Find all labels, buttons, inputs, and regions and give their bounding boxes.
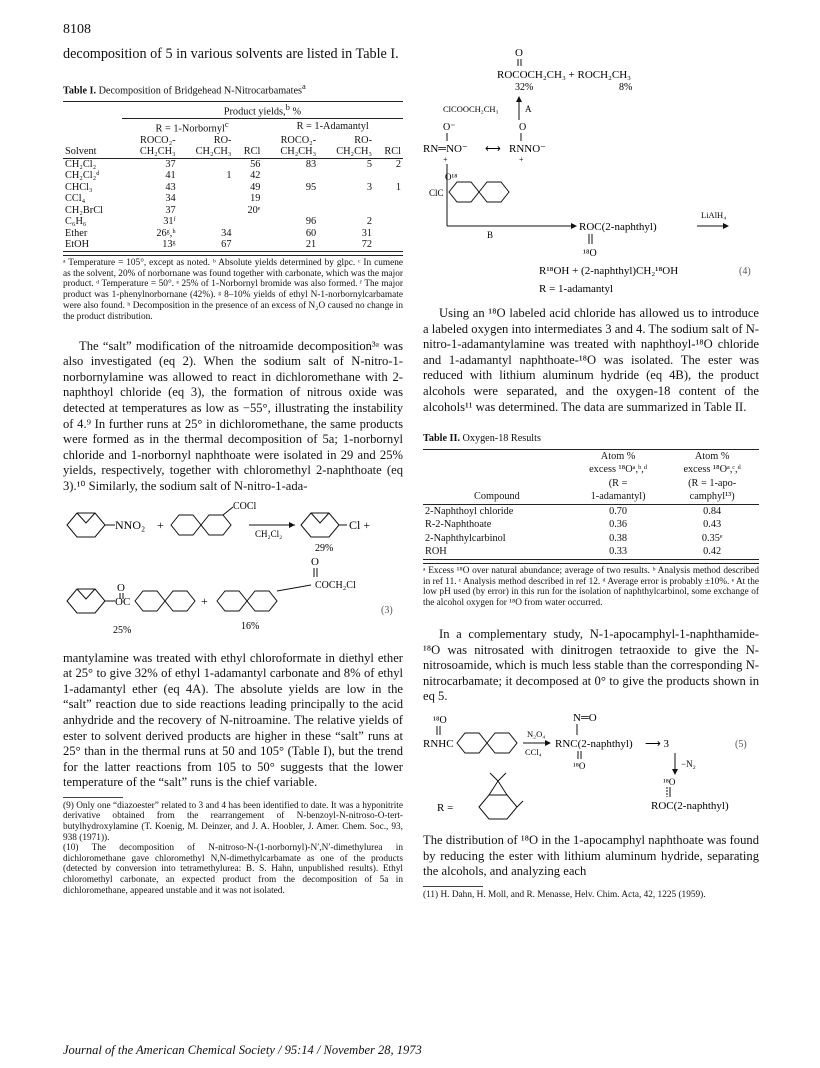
resonance-arrow-icon: ⟷ (485, 143, 501, 155)
paragraph-salt: The “salt” modification of the nitroamide decomposition³ᵃ was also investigated (eq 2). When the sodium salt of N-nitro-1-norbornylamine was allowed to react in dichloromethane with 2-naphthoyl chloride (eq 3), the formation of nitrous oxide was detected at temperatures as low as −55°, illustrating the instability of 4.⁹ In further runs at 25° in dichloromethane, the same products were formed as in the thermal decomposition of 5a; 1-norbornyl chloride and 1-norbornyl naphthoate were isolated in 29 and 25% yields, respectively, together with chloromethyl 2-naphthoate (eq 3).¹⁰ Similarly, the sodium salt of N-nitro-1-ada- (63, 338, 403, 493)
footnote-10: (10) The decomposition of N-nitroso-N-(1-norbornyl)-N′,N′-dimethylurea in dichloromethane gave chloromethyl N,N-dimethylcarbamate as one of the products (detected by conversion into tetramethylurea: B. S. Hahn, unpublished results). Ethyl chloromethyl carbonate, an expected product from the decomposition of 5a in dichloromethane, appeared unstable and it was not isolated. (63, 843, 403, 896)
svg-text:ClCOOCH₂CH₃: ClCOOCH₂CH₃ (443, 104, 499, 114)
svg-text:¹⁸O: ¹⁸O (433, 714, 447, 726)
svg-text:CCl₄: CCl₄ (525, 746, 542, 757)
naphthalene-icon (457, 733, 517, 753)
svg-text:32%: 32% (515, 82, 534, 93)
table2-row: ROH 0.33 0.42 (423, 545, 759, 559)
table1-row: CH₂Cl₂ 37 56 83 5 2 (65, 158, 401, 170)
table1-row: C₆H₆ 31ᶠ 96 2 (65, 216, 373, 228)
table1-row: Ether 26ᵍ,ʰ 34 60 31 (65, 227, 373, 239)
svg-text:OC: OC (115, 595, 131, 608)
svg-text:RNHC: RNHC (423, 737, 454, 750)
paragraph-distribution: The distribution of ¹⁸O in the 1-apocamphyl naphthoate was found by reducing the ester with lithium aluminum hydride, separating the alcohols, and analyzing each (423, 832, 759, 879)
svg-text:RNC(2-naphthyl): RNC(2-naphthyl) (555, 737, 633, 750)
equation-3 (63, 501, 403, 651)
svg-text:O: O (515, 47, 523, 59)
paragraph-adamantyl: mantylamine was treated with ethyl chloroformate in diethyl ether at 25° to give 32% of ethyl 1-adamantyl carbonate and 8% of ethyl 1-adamantyl ether (eq 4A). The absolute yields are low in the “salt” reaction due to side reactions leading principally to the acid anhydride and the recovery of N-nitroamine. The relative yields of ester to solvent derived products are higher in these “salt” runs at 25° than in the thermal runs at 50 and 105° (Table I), but the trend for the latter reactions from 105 to 50° suggests that the lower temperature of the “salt” runs is the chief variable. (63, 650, 403, 790)
group-adamantyl: R = 1-Adamantyl (262, 118, 403, 134)
table1-row: EtOH 13ᵍ 67 21 72 (63, 239, 403, 251)
svg-text:O⁻: O⁻ (443, 122, 456, 133)
table1-row: CCl₄ 34 19 (65, 193, 261, 205)
svg-text:RNNO⁻: RNNO⁻ (509, 143, 546, 155)
table2: Atom % Atom % excess ¹⁸Oᵃ,ᵇ,ᵈ excess ¹⁸Oᵃ,ᶜ,ᵈ (R = (R = 1-apo- Compound 1-adamantyl) camphyl¹³) 2-Naphthoyl chloride 0.70 0.84 R-2-Naphthoate 0.36 0.43 2-Naphthylcarbinol 0.38 0.35ᵉ ROH 0.33 0.42 (423, 449, 759, 560)
svg-text:ROC(2-naphthyl): ROC(2-naphthyl) (579, 221, 657, 233)
svg-text:(5): (5) (735, 738, 747, 750)
svg-text:COCH₂Cl: COCH₂Cl (315, 579, 356, 591)
product-yields-label: Product yields, (223, 106, 286, 118)
right-column (423, 46, 759, 900)
table2-row: 2-Naphthylcarbinol 0.38 0.35ᵉ (425, 532, 723, 544)
svg-text:29%: 29% (315, 542, 334, 554)
journal-footer: Journal of the American Chemical Society / 95:14 / November 28, 1973 (63, 1043, 422, 1057)
table2-row: R-2-Naphthoate 0.36 0.43 (425, 519, 722, 531)
svg-text:+: + (157, 517, 164, 532)
svg-text:R =: R = (437, 801, 454, 814)
table1-caption: Table I. Decomposition of Bridgehead N-Nitrocarbamates$^a$ (63, 81, 306, 97)
table1: Product yields,$^b$ % R = 1-Norbornyl$^c$ R = 1-Adamantyl ROCO₂- RO- ROCO₂- RO- Solvent CH₂CH₃ CH₂CH₃ RCl CH₂CH₃ CH₂CH₃ RCl CH₂Cl₂ 37 56 83 5 2 CH₂Cl₂ᵈ 41 1 42 CHCl₃ 43 49 95 3 1 CCl₄ 34 19 CH₂BrCl 37 20ᵉ C₆H₆ 31ᶠ 96 2 Ether 26ᵍ,ʰ 34 60 31 EtOH 13ᵍ 67 21 72 (65, 101, 401, 251)
svg-text:+: + (201, 593, 208, 608)
svg-text:+: + (443, 155, 448, 164)
table1-row: CH₂BrCl 37 20ᵉ (65, 204, 261, 216)
svg-text:Cl +: Cl + (349, 517, 371, 532)
svg-text:¹⁸O: ¹⁸O (573, 760, 586, 771)
svg-text:ClC: ClC (429, 188, 444, 198)
svg-text:B: B (487, 230, 494, 240)
solvent-header: Solvent (65, 146, 97, 158)
naphthalene-icon (449, 182, 509, 202)
norbornyl-structure-icon (301, 513, 339, 537)
norbornyl-structure-icon (67, 589, 105, 613)
eq4-products-2: R¹⁸OH + (2-naphthyl)CH₂¹⁸OH (539, 265, 679, 277)
svg-text:RN═NO⁻: RN═NO⁻ (423, 143, 468, 155)
svg-text:8%: 8% (619, 82, 633, 93)
table2-body (423, 504, 759, 559)
svg-text:COCl: COCl (233, 500, 257, 512)
svg-text:N₂O₄: N₂O₄ (527, 728, 546, 739)
paragraph-complementary: In a complementary study, N-1-apocamphyl-1-naphthamide-¹⁸O was nitrosated with dinitrogen tetraoxide to give the N-nitrosoamide, which is much less stable than the corresponding N-nitrocarbamate; it decomposed at 0° to give the products shown in eq 5. (423, 626, 759, 704)
svg-text:(3): (3) (381, 604, 393, 616)
table1-row: CHCl₃ 43 49 95 3 1 (65, 181, 401, 193)
nno2-text: NNO₂ (115, 517, 146, 532)
footnote-divider (423, 886, 483, 887)
svg-text:¹⁸O: ¹⁸O (663, 776, 676, 787)
svg-text:¹⁸O: ¹⁸O (583, 248, 597, 259)
svg-text:25%: 25% (113, 624, 132, 636)
footnote-divider (63, 797, 123, 798)
svg-text:O: O (311, 555, 319, 568)
naphthalene-icon (217, 585, 311, 611)
table2-caption: Table II. Oxygen-18 Results (423, 433, 541, 445)
compound-header: Compound (474, 491, 520, 503)
svg-text:A: A (525, 104, 532, 114)
svg-text:CH₂Cl₂: CH₂Cl₂ (255, 528, 283, 539)
svg-text:⟶ 3: ⟶ 3 (645, 737, 670, 750)
table1-footnote: ᵃ Temperature = 105°, except as noted. ᵇ Absolute yields determined by glpc. ᶜ In cumene as the solvent, 20% of norbornane was found together with carbonate, which was the major product. ᵈ Temperature = 50°. ᵉ 25% of 1-Norbornyl bromide was also formed. ᶠ The major product was 1-phenylnorbornane (42%). ᵍ 8–10% yields of ethyl N-1-norbornylcarbamate were also found. ʰ Decomposition in the presence of an excess of N₂O caused no change in the product distribution. (63, 255, 403, 323)
equation-5 (423, 711, 759, 829)
svg-text:O: O (117, 581, 125, 594)
svg-text:N═O: N═O (573, 711, 597, 724)
svg-text:O: O (519, 122, 527, 133)
r-definition: R = 1-adamantyl (539, 283, 614, 295)
apocamphyl-structure-icon (479, 773, 523, 819)
table2-footnote: ᵃ Excess ¹⁸O over natural abundance; average of two results. ᵇ Analysis method described in ref 11. ᶜ Analysis method described in ref 12. ᵈ Average error is probably ±10%. ᵉ At the low pH used (by error) in this run for the isolation of naphthylcarbinol, some exchange of the alcohol oxygen for ¹⁸O from water occurred. (423, 563, 759, 609)
paragraph-labeled: Using an ¹⁸O labeled acid chloride has allowed us to introduce a labeled oxygen into intermediates 3 and 4. The sodium salt of N-nitro-1-adamantylamine was treated with naphthoyl-¹⁸O chloride and 1-adamantyl naphthoate-¹⁸O was isolated. The ester was reduced with lithium aluminum hydride (eq 4B), the product alcohols were separated, and the oxygen-18 content of the alcohols¹¹ was determined. The data are summarized in Table II. (423, 306, 759, 414)
left-column (63, 46, 403, 896)
footnote-11: (11) H. Dahn, H. Moll, and R. Menasse, Helv. Chim. Acta, 42, 1225 (1959). (423, 889, 706, 900)
page-number: 8108 (63, 22, 91, 37)
footnote-9: (9) Only one “diazoester” related to 3 and 4 has been identified to date. It was a hyponitrite derivative obtained from the rearrangement of N-benzoyl-N-nitroso-O-tert-butylhydroxylamine (T. Koenig, M. Deinzer, and J. A. Hoobler, J. Amer. Chem. Soc., 93, 938 (1971)). (63, 800, 403, 843)
svg-text:LiAlH₄: LiAlH₄ (701, 210, 727, 220)
table2-row: 2-Naphthoyl chloride 0.70 0.84 (425, 505, 722, 517)
naphthalene-icon (135, 591, 195, 611)
svg-text:O¹⁸: O¹⁸ (445, 172, 458, 182)
svg-text:(4): (4) (739, 266, 751, 277)
equation-4 (423, 46, 759, 300)
naphthalene-icon (171, 507, 233, 535)
svg-text:−N₂: −N₂ (681, 758, 696, 769)
svg-text:16%: 16% (241, 620, 260, 632)
svg-text:+: + (519, 155, 524, 164)
group-norbornyl: R = 1-Norbornyl (155, 123, 225, 135)
table1-body (63, 158, 403, 251)
intro-text: decomposition of 5 in various solvents are listed in Table I. (63, 46, 399, 62)
svg-text:ROC(2-naphthyl): ROC(2-naphthyl) (651, 799, 729, 812)
eq4-products: ROCOCH₂CH₃ + ROCH₂CH₃ (497, 69, 632, 81)
table1-row: CH₂Cl₂ᵈ 41 1 42 (65, 170, 261, 182)
norbornyl-structure-icon (67, 513, 105, 537)
